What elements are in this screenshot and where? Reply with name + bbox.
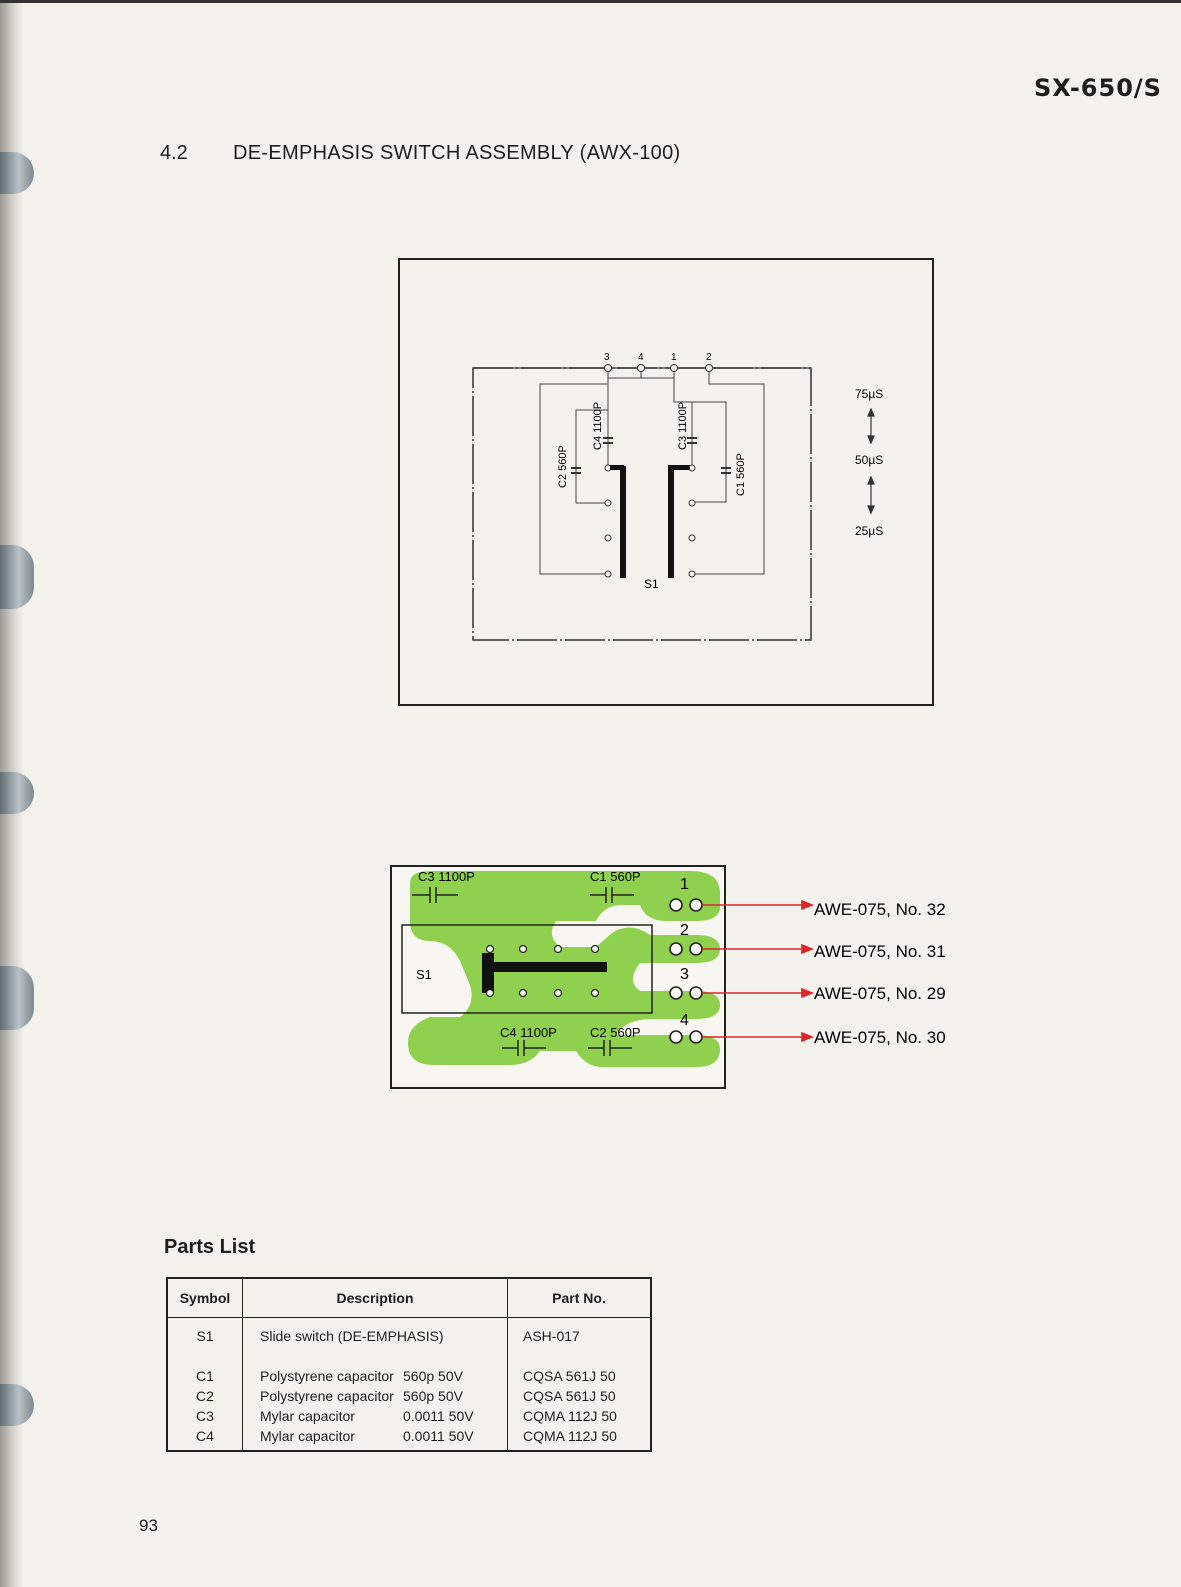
description-column (243, 1318, 508, 1452)
description-text: Polystyrene capacitor (260, 1388, 394, 1404)
pad-number-2: 2 (680, 922, 689, 939)
pad-number-3: 3 (680, 966, 689, 983)
description-text: Slide switch (DE-EMPHASIS) (260, 1328, 444, 1344)
terminal-label-4: 4 (638, 352, 644, 363)
switch-blade-left (620, 466, 626, 578)
position-50us: 50µS (855, 453, 884, 467)
description-text: Mylar capacitor (260, 1408, 355, 1424)
switch-blade-right (668, 466, 674, 578)
section-number: 4.2 (160, 142, 188, 164)
terminal-label-3: 3 (604, 352, 610, 363)
connection-label-3: AWE-075, No. 29 (814, 984, 946, 1003)
schematic-frame (399, 259, 933, 705)
terminal-4 (638, 365, 645, 372)
binder-ring (0, 772, 34, 814)
description-text: Mylar capacitor (260, 1428, 355, 1444)
spec-text: 0.0011 50V (403, 1408, 474, 1424)
binder-ring (0, 1384, 34, 1426)
label-c4: C4 1100P (592, 401, 604, 450)
pcb-layout (390, 865, 946, 1095)
table-cell: C3 (196, 1408, 214, 1424)
binder-ring (0, 545, 34, 609)
table-cell (243, 1366, 507, 1386)
connection-label-2: AWE-075, No. 31 (814, 942, 946, 961)
parts-table (166, 1277, 652, 1452)
table-cell: CQSA 561J 50 (523, 1368, 616, 1384)
terminal-2 (706, 365, 713, 372)
table-cell: CQMA 112J 50 (523, 1428, 617, 1444)
table-cell (243, 1426, 507, 1446)
position-75us: 75µS (855, 387, 884, 401)
label-c2: C2 560P (557, 445, 569, 488)
spec-text: 560p 50V (403, 1388, 463, 1404)
model-title: SX-650/S (1034, 74, 1162, 102)
pcb-label-c2: C2 560P (590, 1025, 641, 1040)
header-description: Description (243, 1278, 508, 1318)
table-cell: C4 (196, 1428, 214, 1444)
table-cell: CQMA 112J 50 (523, 1408, 617, 1424)
table-header-row (167, 1278, 651, 1318)
table-cell: C1 (196, 1368, 214, 1384)
table-cell: ASH-017 (523, 1328, 580, 1344)
header-part-no: Part No. (508, 1278, 652, 1318)
position-25us: 25µS (855, 524, 884, 538)
binder-ring (0, 966, 34, 1030)
parts-list-title: Parts List (164, 1236, 256, 1258)
terminal-3 (605, 365, 612, 372)
header-symbol: Symbol (167, 1278, 243, 1318)
table-cell: C2 (196, 1388, 214, 1404)
symbol-column (167, 1318, 243, 1452)
schematic-diagram (398, 258, 938, 708)
top-rule (0, 0, 1181, 3)
switch-label: S1 (644, 577, 659, 591)
terminal-1 (671, 365, 678, 372)
binder-ring (0, 152, 34, 194)
terminal-label-1: 1 (671, 352, 677, 363)
switch-contacts (605, 465, 695, 577)
table-cell (243, 1406, 507, 1426)
spec-text: 0.0011 50V (403, 1428, 474, 1444)
connection-label-4: AWE-075, No. 30 (814, 1028, 946, 1047)
pad-number-1: 1 (680, 876, 689, 893)
description-text: Polystyrene capacitor (260, 1368, 394, 1384)
label-c3: C3 1100P (677, 401, 689, 450)
part-no-column (508, 1318, 652, 1452)
section-title: DE-EMPHASIS SWITCH ASSEMBLY (AWX-100) (233, 142, 681, 164)
pcb-switch-label: S1 (416, 967, 432, 982)
connection-label-1: AWE-075, No. 32 (814, 900, 946, 919)
table-cell: CQSA 561J 50 (523, 1388, 616, 1404)
page-number: 93 (139, 1516, 158, 1535)
table-body (167, 1318, 651, 1452)
pcb-label-c3: C3 1100P (418, 869, 475, 884)
board-outline (473, 368, 811, 640)
pad-number-4: 4 (680, 1012, 689, 1029)
switch-slider (482, 962, 607, 972)
table-cell (243, 1318, 507, 1346)
terminal-label-2: 2 (706, 352, 712, 363)
pcb-label-c4: C4 1100P (500, 1025, 557, 1040)
table-cell (243, 1386, 507, 1406)
spec-text: 560p 50V (403, 1368, 463, 1384)
pcb-label-c1: C1 560P (590, 869, 641, 884)
table-cell: S1 (196, 1328, 214, 1344)
label-c1: C1 560P (735, 453, 747, 496)
